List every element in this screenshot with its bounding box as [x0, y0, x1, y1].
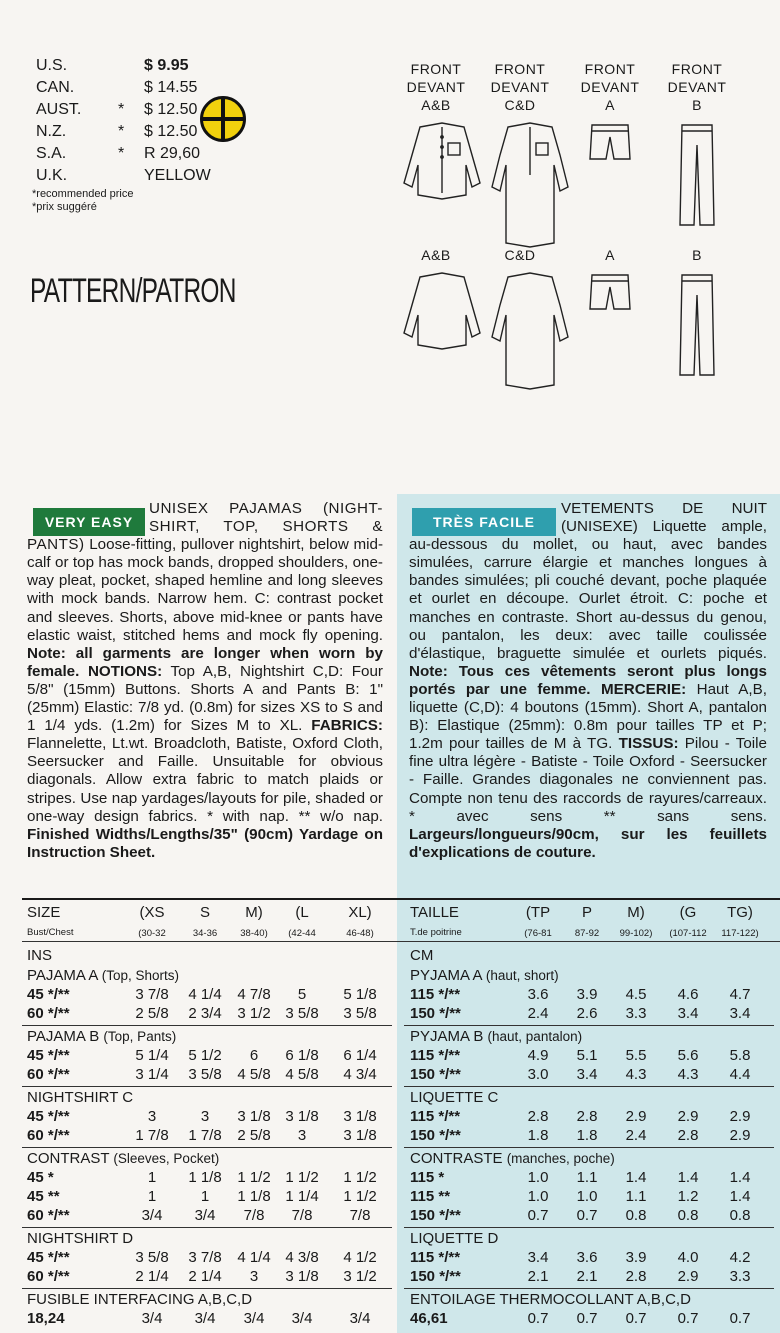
yardage-cell: 0.8	[729, 1207, 751, 1224]
view-label-line: DEVANT	[580, 79, 640, 95]
yardage-cell: 2 1/4	[188, 1268, 222, 1285]
width-label: 150 */**	[410, 1268, 461, 1285]
bust-range: (76-81	[524, 928, 552, 939]
group-name: PAJAMA A	[27, 967, 98, 984]
width-label: 45 */**	[27, 1249, 70, 1266]
yardage-cell: 3.4	[677, 1005, 699, 1022]
yardage-cell: 2.9	[677, 1268, 699, 1285]
yardage-cell: 4.6	[677, 986, 699, 1003]
yardage-cell: 6 1/8	[285, 1047, 319, 1064]
yardage-cell: 3/4	[349, 1310, 371, 1327]
bust-range: 34-36	[192, 928, 218, 939]
desc-en-fabrics-label: FABRICS:	[311, 717, 383, 735]
yardage-cell: 2.6	[576, 1005, 598, 1022]
yardage-cell: 3	[147, 1108, 157, 1125]
group-title	[410, 967, 559, 985]
yardage-cell: 2.1	[576, 1268, 598, 1285]
yardage-cell: 6 1/4	[343, 1047, 377, 1064]
width-label: 45 */**	[27, 1108, 70, 1125]
width-label: 150 */**	[410, 1207, 461, 1224]
price-country: S.A.	[36, 145, 67, 162]
yardage-cell: 3.6	[527, 986, 549, 1003]
yardage-cell: 0.7	[729, 1310, 751, 1327]
bust-label: T.de poitrine	[410, 927, 462, 938]
yardage-cell: 3 1/8	[237, 1108, 271, 1125]
view-label-line: A&B	[421, 97, 451, 113]
pattern-title: PATTERN/PATRON	[30, 272, 236, 310]
yardage-cell: 2.4	[625, 1127, 647, 1144]
back-view-label: A&B	[421, 247, 451, 263]
yardage-cell: 4.5	[625, 986, 647, 1003]
bust-range: 38-40)	[240, 928, 268, 939]
yardage-cell: 4 5/8	[285, 1066, 319, 1083]
yardage-cell: 3 5/8	[188, 1066, 222, 1083]
yardage-cell: 4.4	[729, 1066, 751, 1083]
yardage-cell: 4.3	[677, 1066, 699, 1083]
yardage-cell: 1 7/8	[135, 1127, 169, 1144]
bust-range: 99-102)	[619, 928, 653, 939]
yardage-cell: 2.9	[729, 1127, 751, 1144]
view-label-line: A	[605, 97, 615, 113]
width-label: 115 */**	[410, 1047, 461, 1064]
group-sub: (haut, short)	[485, 968, 559, 983]
width-label: 46,61	[410, 1310, 448, 1327]
group-name: FUSIBLE INTERFACING A,B,C,D	[27, 1291, 253, 1308]
yardage-cell: 3 1/8	[343, 1108, 377, 1125]
yardage-cell: 1	[147, 1188, 157, 1205]
width-label: 60 */**	[27, 1207, 70, 1224]
yardage-cell: 1 1/8	[188, 1169, 222, 1186]
unit-label: CM	[410, 947, 434, 964]
yardage-cell: 2.8	[576, 1108, 598, 1125]
view-label-line: FRONT	[494, 61, 546, 77]
yardage-cell: 0.7	[576, 1207, 598, 1224]
yardage-cell: 4 7/8	[237, 986, 271, 1003]
yardage-cell: 4.7	[729, 986, 751, 1003]
yardage-cell: 7/8	[291, 1207, 313, 1224]
price-country: N.Z.	[36, 123, 67, 140]
price-mark: *	[118, 101, 125, 118]
yardage-cell: 1.4	[729, 1169, 751, 1186]
desc-fr-title: VETEMENTS DE NUIT (UNISEXE)	[561, 500, 767, 536]
yardage-cell: 5.5	[625, 1047, 647, 1064]
yardage-cell: 3.6	[576, 1249, 598, 1266]
yardage-cell: 3.4	[576, 1066, 598, 1083]
yardage-cell: 3.4	[729, 1005, 751, 1022]
bust-range: (107-112	[669, 928, 707, 939]
desc-fr-notions: Haut A,B, liquette (C,D): 4 boutons (15mm). Short A, pantalon B): Elastique (25mm): 0.8m pour tailles TP et P; 1.2m pour tailles de M à TG.	[409, 680, 767, 753]
width-label: 150 */**	[410, 1127, 461, 1144]
yardage-cell: 1 1/2	[285, 1169, 319, 1186]
view-label-line: DEVANT	[667, 79, 727, 95]
yardage-cell: 4 1/4	[188, 986, 222, 1003]
price-amount: $ 14.55	[144, 79, 198, 96]
bust-range: 87-92	[574, 928, 600, 939]
view-label-line: DEVANT	[406, 79, 466, 95]
yardage-cell: 3	[297, 1127, 307, 1144]
group-name: CONTRASTE	[410, 1150, 503, 1167]
desc-en-notions-label: NOTIONS:	[87, 662, 163, 680]
yardage-cell: 2.9	[677, 1108, 699, 1125]
yardage-cell: 3 1/2	[343, 1268, 377, 1285]
group-title	[410, 1089, 498, 1107]
yardage-cell: 1.8	[576, 1127, 598, 1144]
yardage-cell: 2.8	[677, 1127, 699, 1144]
yardage-cell: 4 3/4	[343, 1066, 377, 1083]
yardage-cell: 3/4	[194, 1310, 216, 1327]
size-header: (TP	[525, 904, 551, 921]
group-name: LIQUETTE C	[410, 1089, 499, 1106]
group-sub: (Sleeves, Pocket)	[113, 1151, 220, 1166]
yardage-cell: 1.8	[527, 1127, 549, 1144]
price-amount: $ 9.95	[144, 57, 189, 74]
yardage-cell: 5.1	[576, 1047, 598, 1064]
width-label: 150 */**	[410, 1005, 461, 1022]
desc-fr-fabrics-label: TISSUS:	[618, 735, 679, 753]
desc-fr-notions-label: MERCERIE:	[600, 680, 687, 698]
width-label: 60 */**	[27, 1268, 70, 1285]
yardage-cell: 2 5/8	[135, 1005, 169, 1022]
yardage-cell: 4 1/2	[343, 1249, 377, 1266]
price-country: U.S.	[36, 57, 68, 74]
yardage-cell: 2 3/4	[188, 1005, 222, 1022]
size-header: XL)	[348, 904, 372, 921]
yardage-cell: 1 1/2	[343, 1169, 377, 1186]
yardage-cell: 3/4	[141, 1310, 163, 1327]
size-header: TG)	[727, 904, 753, 921]
yardage-cell: 4.3	[625, 1066, 647, 1083]
yardage-cell: 3.0	[527, 1066, 549, 1083]
bust-range: 46-48)	[346, 928, 374, 939]
width-label: 60 */**	[27, 1066, 70, 1083]
desc-en-body: Loose-fitting, pullover nightshirt, below mid-calf or top has mock bands, dropped shoulders, one-way pleat, pocket, shaped hemline and long sleeves with mock bands. Narrow hem. C: contrast pocket and sleeves. Shorts, above mid-knee or pants have elastic waist, stitched hems and mock fly opening.	[27, 536, 383, 644]
yardage-cell: 3.4	[527, 1249, 549, 1266]
width-label: 60 */**	[27, 1005, 70, 1022]
view-label-line: B	[692, 97, 702, 113]
group-name: PAJAMA B	[27, 1028, 100, 1045]
size-header: (L	[295, 904, 309, 921]
yardage-cell: 0.7	[576, 1310, 598, 1327]
yardage-cell: 3/4	[291, 1310, 313, 1327]
yardage-cell: 1 1/4	[285, 1188, 319, 1205]
yardage-cell: 5	[297, 986, 307, 1003]
yardage-cell: 3 5/8	[135, 1249, 169, 1266]
price-amount: YELLOW	[144, 167, 211, 184]
group-name: NIGHTSHIRT D	[27, 1230, 134, 1247]
width-label: 18,24	[27, 1310, 65, 1327]
group-sub: (manches, poche)	[506, 1151, 615, 1166]
group-divider	[404, 1086, 774, 1087]
group-divider	[404, 1227, 774, 1228]
width-label: 115 */**	[410, 1108, 461, 1125]
size-header: M)	[627, 904, 645, 921]
yardage-cell: 2.4	[527, 1005, 549, 1022]
yardage-cell: 2 1/4	[135, 1268, 169, 1285]
yardage-cell: 1.4	[625, 1169, 647, 1186]
yardage-cell: 3/4	[141, 1207, 163, 1224]
yardage-cell: 1.0	[527, 1188, 549, 1205]
yardage-cell: 6	[249, 1047, 259, 1064]
yardage-cell: 5 1/8	[343, 986, 377, 1003]
yardage-cell: 1.0	[576, 1188, 598, 1205]
group-divider	[404, 1025, 774, 1026]
yardage-cell: 3 5/8	[343, 1005, 377, 1022]
yardage-cell: 1.0	[527, 1169, 549, 1186]
yardage-cell: 7/8	[243, 1207, 265, 1224]
price-mark: *	[118, 145, 125, 162]
group-sub: (haut, pantalon)	[487, 1029, 583, 1044]
yardage-cell: 1	[147, 1169, 157, 1186]
group-name: PYJAMA B	[410, 1028, 484, 1045]
yardage-cell: 3.9	[625, 1249, 647, 1266]
yardage-cell: 0.7	[527, 1310, 549, 1327]
group-divider	[404, 1288, 774, 1289]
group-title	[410, 1028, 582, 1046]
yardage-cell: 4.9	[527, 1047, 549, 1064]
yardage-cell: 0.8	[677, 1207, 699, 1224]
view-label-line: C&D	[504, 97, 536, 113]
group-name: CONTRAST	[27, 1150, 110, 1167]
tres-facile-badge: TRÈS FACILE	[412, 508, 556, 536]
yardage-cell: 0.8	[625, 1207, 647, 1224]
desc-en-title: UNISEX PAJAMAS (NIGHT-SHIRT, TOP, SHORTS & PANTS)	[27, 500, 383, 554]
price-note-fr: *prix suggéré	[32, 201, 97, 213]
yardage-cell: 5.6	[677, 1047, 699, 1064]
width-label: 45 */**	[27, 1047, 70, 1064]
yardage-cell: 2.9	[625, 1108, 647, 1125]
yardage-cell: 3.3	[625, 1005, 647, 1022]
width-label: 115 *	[410, 1169, 445, 1186]
back-view-label: A	[605, 247, 615, 263]
yardage-cell: 3 1/4	[135, 1066, 169, 1083]
yardage-cell: 1.1	[576, 1169, 598, 1186]
yardage-cell: 3	[200, 1108, 210, 1125]
yardage-cell: 5 1/2	[188, 1047, 222, 1064]
group-sub: (Top, Pants)	[103, 1029, 177, 1044]
yardage-cell: 4 5/8	[237, 1066, 271, 1083]
group-name: PYJAMA A	[410, 967, 482, 984]
yardage-cell: 0.7	[527, 1207, 549, 1224]
desc-fr-body: Liquette ample, au-dessous du mollet, ou haut, avec bandes simulées, carrure élargie et manches longues à bandes simulées; pli couché devant, poche plaquée et ourlet en découpe. Ourlet étroit. C: poche et manches en contraste. Short au-dessus du genou, ou pantalon, les deux: avec taille coulissée d'élastique, braguette simulée et ourlets piqués.	[409, 518, 767, 662]
size-header: (G	[679, 904, 697, 921]
price-country: AUST.	[36, 101, 82, 118]
view-label-line: FRONT	[410, 61, 462, 77]
yardage-cell: 4.2	[729, 1249, 751, 1266]
yardage-cell: 3 1/2	[237, 1005, 271, 1022]
width-label: 45 **	[27, 1188, 60, 1205]
width-label: 45 *	[27, 1169, 54, 1186]
size-header: M)	[245, 904, 263, 921]
size-header: P	[581, 904, 592, 921]
size-label: SIZE	[27, 904, 61, 921]
group-sub: (Top, Shorts)	[101, 968, 180, 983]
yardage-cell: 1 1/2	[237, 1169, 271, 1186]
yardage-cell: 5 1/4	[135, 1047, 169, 1064]
view-label-line: FRONT	[584, 61, 636, 77]
group-title	[410, 1291, 691, 1309]
price-mark: *	[118, 123, 125, 140]
width-label: 150 */**	[410, 1066, 461, 1083]
price-country: U.K.	[36, 167, 68, 184]
group-name: NIGHTSHIRT C	[27, 1089, 134, 1106]
yardage-cell: 0.7	[625, 1310, 647, 1327]
yardage-cell: 7/8	[349, 1207, 371, 1224]
desc-en-notions: Top A,B, Nightshirt C,D: Four 5/8" (15mm) Buttons. Shorts A and Pants B: 1" (25mm) Elastic: 7/8 yd. (0.8m) for sizes XS to S and 1 1/4 yds. (1.2m) for Sizes M to XL.	[27, 662, 383, 735]
group-title	[410, 1230, 498, 1248]
yardage-cell: 3 1/8	[343, 1127, 377, 1144]
size-label: TAILLE	[410, 904, 459, 921]
bust-range: (30-32	[138, 928, 166, 939]
back-view-label: B	[692, 247, 702, 263]
yardage-cell: 1 1/2	[343, 1188, 377, 1205]
yardage-cell: 1	[200, 1188, 210, 1205]
view-label-line: DEVANT	[490, 79, 550, 95]
yardage-cell: 2.8	[625, 1268, 647, 1285]
view-label-line: FRONT	[671, 61, 723, 77]
desc-fr-note: Note: Tous ces vêtements seront plus longs portés par une femme.	[409, 662, 767, 698]
width-label: 45 */**	[27, 986, 70, 1003]
yardage-cell: 1 1/8	[237, 1188, 271, 1205]
width-label: 115 **	[410, 1188, 451, 1205]
yardage-cell: 4 1/4	[237, 1249, 271, 1266]
size-header: S	[199, 904, 210, 921]
desc-en-finished: Finished Widths/Lengths/35" (90cm) Yardage on Instruction Sheet.	[27, 825, 383, 861]
bust-label: Bust/Chest	[27, 927, 74, 938]
price-country: CAN.	[36, 79, 75, 96]
yardage-cell: 3.3	[729, 1268, 751, 1285]
yardage-cell: 3	[249, 1268, 259, 1285]
price-note-en: *recommended price	[32, 188, 134, 200]
bust-range: (42-44	[288, 928, 316, 939]
group-title	[410, 1150, 615, 1168]
size-header: (XS	[139, 904, 165, 921]
yardage-cell: 3 1/8	[285, 1268, 319, 1285]
yardage-cell: 2.8	[527, 1108, 549, 1125]
desc-fr-fabrics: Pilou - Toile fine ultra légère - Batiste - Toile Oxford - Seersucker - Faille. Grandes diagonales ne conviennent pas. Compte non tenu des raccords de rayures/carreaux. * avec sens ** sans sens.	[409, 735, 767, 825]
group-name: ENTOILAGE THERMOCOLLANT A,B,C,D	[410, 1291, 691, 1308]
yardage-cell: 1.4	[677, 1169, 699, 1186]
desc-en-note: Note: all garments are longer when worn by female.	[27, 644, 383, 680]
yardage-cell: 1 7/8	[188, 1127, 222, 1144]
yardage-cell: 1.1	[625, 1188, 647, 1205]
price-amount: R 29,60	[144, 145, 201, 162]
price-amount: $ 12.50	[144, 101, 198, 118]
unit-label: INS	[27, 947, 53, 964]
yardage-cell: 0.7	[677, 1310, 699, 1327]
yardage-cell: 1.4	[729, 1188, 751, 1205]
yardage-cell: 2.9	[729, 1108, 751, 1125]
group-divider	[404, 1147, 774, 1148]
yardage-cell: 3 7/8	[188, 1249, 222, 1266]
yardage-cell: 2 5/8	[237, 1127, 271, 1144]
yardage-cell: 4.0	[677, 1249, 699, 1266]
yardage-cell: 3/4	[194, 1207, 216, 1224]
yardage-cell: 3.9	[576, 986, 598, 1003]
width-label: 60 */**	[27, 1127, 70, 1144]
group-name: LIQUETTE D	[410, 1230, 499, 1247]
yardage-cell: 4 3/8	[285, 1249, 319, 1266]
yardage-cell: 3 7/8	[135, 986, 169, 1003]
price-amount: $ 12.50	[144, 123, 198, 140]
back-view-label: C&D	[504, 247, 536, 263]
yardage-cell: 2.1	[527, 1268, 549, 1285]
desc-en-fabrics: Flannelette, Lt.wt. Broadcloth, Batiste, Oxford Cloth, Seersucker and Faille. Unsuitable for obvious diagonals. Allow extra fabric to match plaids or stripes. Use nap yardages/layouts for pile, shaded or one-way design fabrics. * with nap. ** w/o nap.	[27, 735, 383, 825]
yardage-cell: 1.2	[677, 1188, 699, 1205]
yardage-cell: 5.8	[729, 1047, 751, 1064]
width-label: 115 */**	[410, 986, 461, 1003]
yardage-cell: 3 1/8	[285, 1108, 319, 1125]
desc-fr-finished: Largeurs/longueurs/90cm, sur les feuillets d'explications de couture.	[409, 825, 767, 861]
yardage-cell: 3 5/8	[285, 1005, 319, 1022]
yardage-cell: 3/4	[243, 1310, 265, 1327]
very-easy-badge: VERY EASY	[33, 508, 145, 536]
bust-range: 117-122)	[721, 928, 759, 939]
width-label: 115 */**	[410, 1249, 461, 1266]
